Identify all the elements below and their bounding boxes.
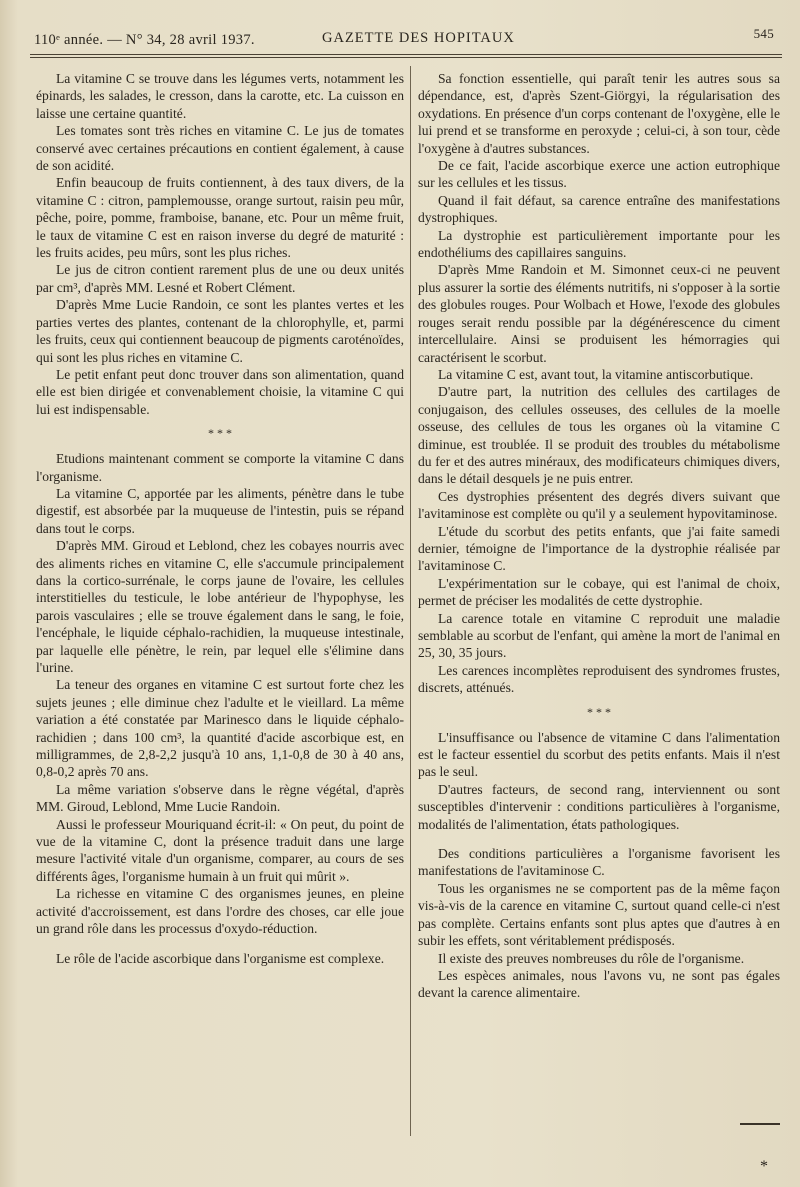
column-divider — [410, 66, 411, 1136]
paragraph: La vitamine C, apportée par les aliments, pénètre dans le tube digestif, est absorbée par la muqueuse de l'intestin, puis se répand dans tout le corps. — [36, 485, 404, 536]
paragraph: La vitamine C se trouve dans les légumes verts, notamment les épinards, les salades, le cresson, dans la carotte, etc. La cuisson en laisse une certaine quantité. — [36, 71, 404, 121]
issue-info: 110ᵉ année. — N° 34, 28 avril 1937. — [34, 32, 255, 48]
end-mark: * — [760, 1158, 768, 1175]
paragraph: La teneur des organes en vitamine C est surtout forte chez les sujets jeunes ; elle diminue chez l'adulte et le vieillard. La même variation a été constatée par Marinesco dans le liquide céphalo-rachidien ; dans 100 cm³, la quantité d'acide ascorbique est, en milligrammes, de 2,8-2,2 jusqu'à 10 ans, 1,1-0,8 de 30 à 40 ans, 0,8-0,2 après 70 ans. — [36, 677, 404, 780]
right-column — [418, 70, 780, 1002]
paragraph: Sa fonction essentielle, qui paraît tenir les autres sous sa dépendance, est, d'après Szent-Giörgyi, la régularisation des oxydations. En présence d'un corps contenant de l'oxygène, elle le lui prend et se transforme en peroxyde ; celui-ci, à son tour, cède l'oxygène à d'autres substances. — [418, 71, 780, 156]
paragraph: D'après Mme Lucie Randoin, ce sont les plantes vertes et les parties vertes des plantes, contenant de la chlorophylle, et, parmi les fruits, ceux qui contiennent beaucoup de pigments caroténoïdes, qui sont les plus riches en vitamine C. — [36, 297, 404, 365]
paragraph: Les carences incomplètes reproduisent des syndromes frustes, discrets, atténués. — [418, 662, 780, 696]
paragraph: Ces dystrophies présentent des degrés divers suivant que l'avitaminose est complète ou qu'il y a seulement hypovitaminose. — [418, 488, 780, 522]
page-header — [30, 28, 778, 50]
paragraph: De ce fait, l'acide ascorbique exerce une action eutrophique sur les cellules et les tissus. — [418, 158, 780, 191]
paragraph: D'après MM. Giroud et Leblond, chez les cobayes nourris avec des aliments riches en vitamine C, elle s'accumule principalement dans la cortico-surrénale, le corps jaune de l'ovaire, les cellules interstitielles du testicule, le lobe antérieur de l'hypophyse, les parois vasculaires ; elle se trouve également dans le sang, le foie, l'encéphale, le liquide céphalo-rachidien, la muqueuse intestinale, par laquelle elle pénètre, le rein, par lequel elle s'élimine dans l'urine. — [36, 538, 404, 675]
paragraph: La vitamine C est, avant tout, la vitamine antiscorbutique. — [438, 366, 754, 382]
paragraph: Des conditions particulières a l'organisme favorisent les manifestations de l'avitaminose C. — [418, 846, 780, 879]
section-separator: * * * — [587, 704, 611, 719]
paragraph: Le rôle de l'acide ascorbique dans l'organisme est complexe. — [56, 950, 385, 966]
paragraph: Les tomates sont très riches en vitamine C. Le jus de tomates conservé avec certaines précautions en contient également, à cause de son acidité. — [36, 123, 404, 174]
paragraph: Les espèces animales, nous l'avons vu, ne sont pas égales devant la carence alimentaire. — [418, 967, 780, 1001]
paragraph: D'après Mme Randoin et M. Simonnet ceux-ci ne peuvent plus assurer la sortie des éléments nutritifs, ni s'opposer à la sortie des globules rouges. Pour Wolbach et Howe, l'exode des globules rouges serait rendu possible par la dégénérescence du ciment intercellulaire. Ainsi se produisent les hémorragies qui caractérisent le scorbut. — [418, 262, 780, 365]
paragraph: D'autre part, la nutrition des cellules des cartilages de conjugaison, des cellules osseuses, des cellules de la moelle osseuse, des cellules de tous les organes où la vitamine C diminue, est troublée. Il se produit des troubles du métabolisme du fer et des autres minéraux, des modificateurs chimiques divers, dans le détail desquels je ne puis entrer. — [418, 384, 780, 487]
paragraph: L'insuffisance ou l'absence de vitamine C dans l'alimentation est le facteur essentiel du scorbut des petits enfants. Mais il n'est pas le seul. — [418, 729, 780, 780]
paragraph: Enfin beaucoup de fruits contiennent, à des taux divers, de la vitamine C : citron, pamplemousse, orange surtout, raisin peu mûr, pêche, poire, pomme, framboise, banane, etc. Pour un même fruit, le taux de vitamine C est en raison inverse du degré de maturité : les fruits acides, peu mûrs, sont les plus riches. — [36, 175, 404, 261]
section-separator: * * * — [208, 426, 232, 441]
header-rule-top — [30, 54, 782, 55]
paragraph: Quand il fait défaut, sa carence entraîne des manifestations dystrophiques. — [418, 192, 780, 226]
paragraph: La carence totale en vitamine C reproduit une maladie semblable au scorbut de l'enfant, qui amène la mort de l'animal en 25, 30, 35 jours. — [418, 610, 780, 661]
paragraph: L'étude du scorbut des petits enfants, que j'ai faite samedi dernier, témoigne de l'importance de la dystrophie réalisée par l'avitaminose C. — [418, 523, 780, 574]
paragraph: Le jus de citron contient rarement plus de une ou deux unités par cm³, d'après MM. Lesné et Robert Clément. — [36, 262, 404, 295]
journal-title: GAZETTE DES HOPITAUX — [322, 30, 515, 46]
paragraph: D'autres facteurs, de second rang, interviennent ou sont susceptibles d'intervenir : conditions particulières à l'organisme, modalités de l'alimentation, états pathologiques. — [418, 781, 780, 832]
paragraph: La richesse en vitamine C des organismes jeunes, en pleine activité d'accroissement, est dans l'ordre des choses, car elle joue un grand rôle dans les processus d'oxydo-réduction. — [36, 886, 404, 937]
paragraph: Aussi le professeur Mouriquand écrit-il: « On peut, du point de vue de la vitamine C, dont la présence traduit dans une large mesure l'activité vitale d'un organisme, comparer, au cours de ses différents âges, l'organisme humain à un fruit qui mûrit ». — [36, 816, 404, 884]
end-rule — [740, 1123, 780, 1125]
paragraph: Il existe des preuves nombreuses du rôle de l'organisme. — [438, 950, 745, 966]
paragraph: Le petit enfant peut donc trouver dans son alimentation, quand elle est bien dirigée et convenablement choisie, la vitamine C qui lui est indispensable. — [36, 366, 404, 417]
left-column — [36, 70, 404, 967]
paragraph: L'expérimentation sur le cobaye, qui est l'animal de choix, permet de préciser les modalités de cette dystrophie. — [418, 575, 780, 609]
header-rule-bottom — [30, 57, 782, 58]
page-number: 545 — [753, 26, 774, 41]
paragraph: Tous les organismes ne se comportent pas de la même façon vis-à-vis de la carence en vitamine C, surtout quand celle-ci n'est pas complète. Certains enfants sont plus aptes que d'autres à en subir les effets, sont véritablement prédisposés. — [418, 880, 780, 949]
paragraph: La dystrophie est particulièrement importante pour les endothéliums des capillaires sanguins. — [418, 227, 780, 261]
paragraph: Etudions maintenant comment se comporte la vitamine C dans l'organisme. — [36, 451, 404, 484]
paragraph: La même variation s'observe dans le règne végétal, d'après MM. Giroud, Leblond, Mme Lucie Randoin. — [36, 781, 404, 815]
